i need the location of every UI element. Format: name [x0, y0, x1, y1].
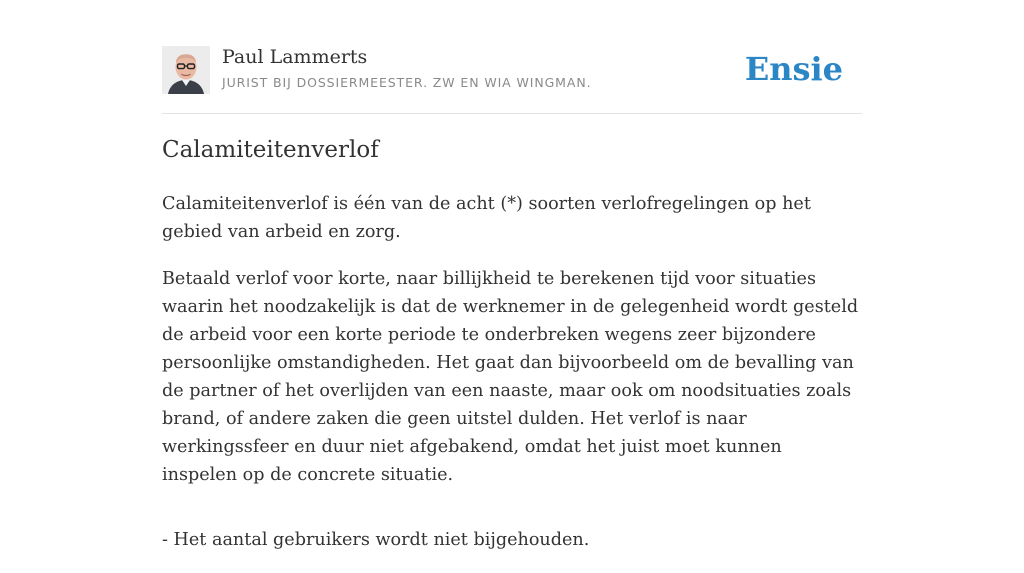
author-avatar[interactable] — [162, 46, 210, 94]
article-card — [162, 0, 862, 550]
article-content — [162, 190, 862, 573]
article-header — [162, 0, 862, 114]
author-avatar-image — [162, 46, 210, 94]
article-title: Calamiteitenverlof — [162, 137, 379, 163]
article-paragraph: Betaald verlof voor korte, naar billijkheid te berekenen tijd voor situaties waarin het noodzakelijk is dat de werknemer in de gelegenheid wordt gesteld de arbeid voor een korte periode te onderbreken wegens zeer bijzondere persoonlijke omstandigheden. Het gaat dan bijvoorbeeld om de bevalling van de partner of het overlijden van een naaste, maar ook om noodsituaties zoals brand, of andere zaken die geen uitstel dulden. Het verlof is naar werkingssfeer en duur niet afgebakend, omdat het juist moet kunnen inspelen op de concrete situatie. — [162, 269, 859, 485]
author-name[interactable]: Paul Lammerts — [222, 46, 368, 68]
ensie-logo[interactable]: Ensie — [744, 50, 843, 88]
author-bio: JURIST BIJ DOSSIERMEESTER. ZW EN WIA WINGMAN. — [222, 75, 592, 90]
article-paragraph: Calamiteitenverlof is één van de acht (*) soorten verlofregelingen op het gebied van arbeid en zorg. — [162, 194, 811, 242]
article-note: - Het aantal gebruikers wordt niet bijgehouden. — [162, 530, 590, 550]
